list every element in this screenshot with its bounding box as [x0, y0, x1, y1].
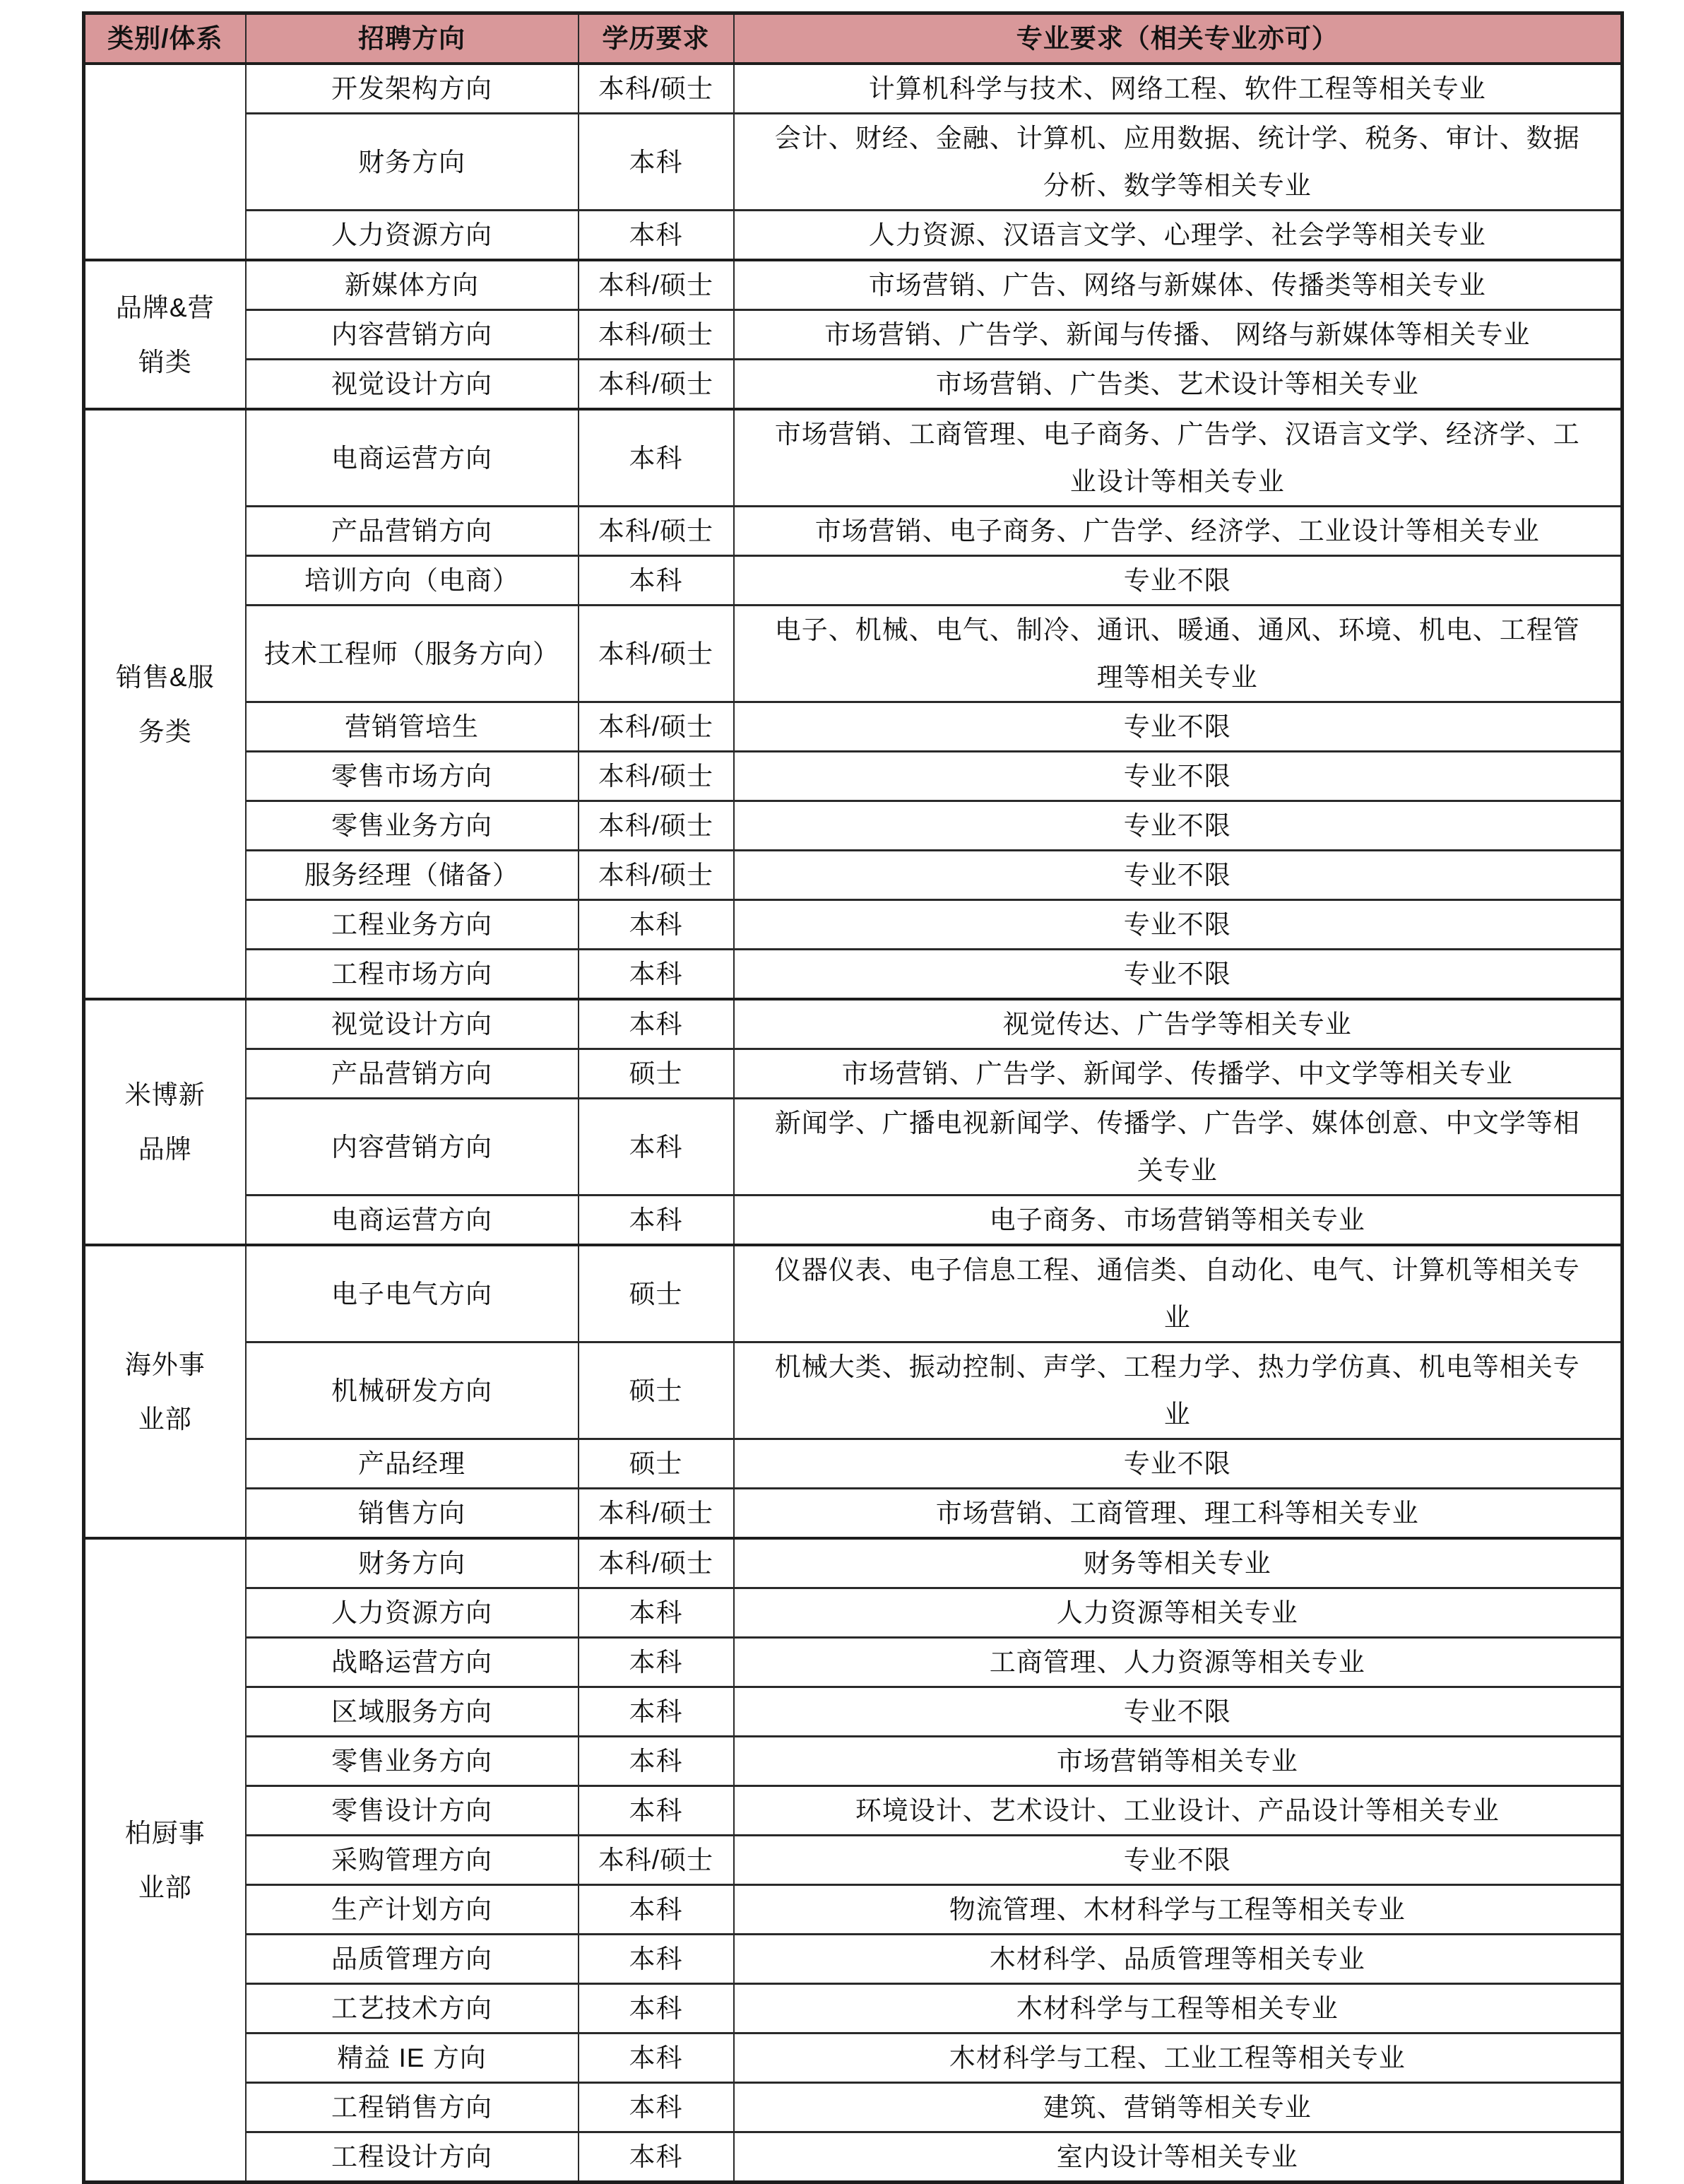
direction-cell: 零售市场方向 [246, 752, 579, 801]
direction-cell: 内容营销方向 [246, 310, 579, 360]
direction-cell: 电商运营方向 [246, 409, 579, 507]
table-row [84, 1687, 1623, 1737]
direction-cell: 机械研发方向 [246, 1342, 579, 1439]
degree-cell: 本科/硕士 [579, 851, 734, 900]
majors-cell: 会计、财经、金融、计算机、应用数据、统计学、税务、审计、数据分析、数学等相关专业 [734, 114, 1623, 211]
majors-cell: 市场营销、广告学、新闻学、传播学、中文学等相关专业 [734, 1049, 1623, 1099]
direction-cell: 零售业务方向 [246, 1737, 579, 1786]
majors-cell: 工商管理、人力资源等相关专业 [734, 1638, 1623, 1687]
majors-cell: 专业不限 [734, 900, 1623, 950]
degree-cell: 本科 [579, 1687, 734, 1737]
direction-cell: 产品经理 [246, 1439, 579, 1489]
header-category: 类别/体系 [84, 13, 246, 64]
table-row [84, 1099, 1623, 1196]
majors-cell: 专业不限 [734, 752, 1623, 801]
table-row [84, 1737, 1623, 1786]
degree-cell: 本科 [579, 556, 734, 606]
recruitment-table [82, 11, 1624, 2184]
degree-cell: 硕士 [579, 1342, 734, 1439]
majors-cell: 专业不限 [734, 851, 1623, 900]
direction-cell: 战略运营方向 [246, 1638, 579, 1687]
category-cell: 米博新品牌 [84, 999, 246, 1245]
table-row [84, 702, 1623, 752]
majors-cell: 木材科学、品质管理等相关专业 [734, 1935, 1623, 1984]
table-row [84, 1196, 1623, 1246]
degree-cell: 本科/硕士 [579, 1538, 734, 1588]
table-row [84, 360, 1623, 410]
category-cell [84, 64, 246, 260]
direction-cell: 采购管理方向 [246, 1836, 579, 1885]
majors-cell: 电子商务、市场营销等相关专业 [734, 1196, 1623, 1246]
table-row [84, 1885, 1623, 1935]
table-row [84, 2083, 1623, 2132]
direction-cell: 工程销售方向 [246, 2083, 579, 2132]
degree-cell: 本科 [579, 2083, 734, 2132]
degree-cell: 本科/硕士 [579, 801, 734, 851]
majors-cell: 专业不限 [734, 1836, 1623, 1885]
direction-cell: 产品营销方向 [246, 507, 579, 556]
direction-cell: 工程市场方向 [246, 950, 579, 1000]
table-row [84, 801, 1623, 851]
direction-cell: 新媒体方向 [246, 260, 579, 310]
majors-cell: 环境设计、艺术设计、工业设计、产品设计等相关专业 [734, 1786, 1623, 1836]
header-majors: 专业要求（相关专业亦可） [734, 13, 1623, 64]
degree-cell: 硕士 [579, 1439, 734, 1489]
degree-cell: 本科 [579, 999, 734, 1049]
degree-cell: 本科/硕士 [579, 702, 734, 752]
category-cell: 海外事业部 [84, 1245, 246, 1538]
degree-cell: 本科/硕士 [579, 1489, 734, 1539]
degree-cell: 本科 [579, 114, 734, 211]
majors-cell: 机械大类、振动控制、声学、工程力学、热力学仿真、机电等相关专业 [734, 1342, 1623, 1439]
majors-cell: 物流管理、木材科学与工程等相关专业 [734, 1885, 1623, 1935]
table-row [84, 900, 1623, 950]
table-row [84, 950, 1623, 1000]
direction-cell: 电子电气方向 [246, 1245, 579, 1342]
direction-cell: 内容营销方向 [246, 1099, 579, 1196]
header-row [84, 13, 1623, 64]
majors-cell: 专业不限 [734, 801, 1623, 851]
degree-cell: 本科/硕士 [579, 1836, 734, 1885]
degree-cell: 本科 [579, 1885, 734, 1935]
majors-cell: 计算机科学与技术、网络工程、软件工程等相关专业 [734, 64, 1623, 114]
majors-cell: 市场营销、广告、网络与新媒体、传播类等相关专业 [734, 260, 1623, 310]
majors-cell: 人力资源等相关专业 [734, 1588, 1623, 1638]
table-row [84, 2132, 1623, 2183]
direction-cell: 开发架构方向 [246, 64, 579, 114]
table-row [84, 310, 1623, 360]
degree-cell: 本科 [579, 1737, 734, 1786]
majors-cell: 市场营销、工商管理、理工科等相关专业 [734, 1489, 1623, 1539]
direction-cell: 工程设计方向 [246, 2132, 579, 2183]
majors-cell: 市场营销、广告类、艺术设计等相关专业 [734, 360, 1623, 410]
header-direction: 招聘方向 [246, 13, 579, 64]
majors-cell: 市场营销、广告学、新闻与传播、 网络与新媒体等相关专业 [734, 310, 1623, 360]
degree-cell: 硕士 [579, 1245, 734, 1342]
majors-cell: 人力资源、汉语言文学、心理学、社会学等相关专业 [734, 211, 1623, 261]
degree-cell: 本科/硕士 [579, 310, 734, 360]
majors-cell: 专业不限 [734, 556, 1623, 606]
direction-cell: 营销管培生 [246, 702, 579, 752]
majors-cell: 市场营销、工商管理、电子商务、广告学、汉语言文学、经济学、工业设计等相关专业 [734, 409, 1623, 507]
majors-cell: 市场营销、电子商务、广告学、经济学、工业设计等相关专业 [734, 507, 1623, 556]
degree-cell: 本科 [579, 1099, 734, 1196]
direction-cell: 零售业务方向 [246, 801, 579, 851]
direction-cell: 零售设计方向 [246, 1786, 579, 1836]
table-row [84, 114, 1623, 211]
direction-cell: 区域服务方向 [246, 1687, 579, 1737]
degree-cell: 本科 [579, 2132, 734, 2183]
majors-cell: 木材科学与工程、工业工程等相关专业 [734, 2034, 1623, 2083]
degree-cell: 本科 [579, 950, 734, 1000]
direction-cell: 视觉设计方向 [246, 999, 579, 1049]
degree-cell: 本科 [579, 1196, 734, 1246]
degree-cell: 本科 [579, 409, 734, 507]
recruitment-table-wrap [82, 11, 1620, 2184]
table-row [84, 1489, 1623, 1539]
majors-cell: 仪器仪表、电子信息工程、通信类、自动化、电气、计算机等相关专业 [734, 1245, 1623, 1342]
table-row [84, 1588, 1623, 1638]
degree-cell: 本科/硕士 [579, 606, 734, 702]
direction-cell: 培训方向（电商） [246, 556, 579, 606]
table-row [84, 211, 1623, 261]
direction-cell: 视觉设计方向 [246, 360, 579, 410]
category-cell: 销售&服务类 [84, 409, 246, 999]
degree-cell: 本科 [579, 1638, 734, 1687]
direction-cell: 财务方向 [246, 1538, 579, 1588]
table-row [84, 260, 1623, 310]
direction-cell: 工程业务方向 [246, 900, 579, 950]
majors-cell: 室内设计等相关专业 [734, 2132, 1623, 2183]
direction-cell: 工艺技术方向 [246, 1984, 579, 2034]
direction-cell: 生产计划方向 [246, 1885, 579, 1935]
degree-cell: 本科/硕士 [579, 507, 734, 556]
direction-cell: 技术工程师（服务方向） [246, 606, 579, 702]
table-row [84, 851, 1623, 900]
majors-cell: 市场营销等相关专业 [734, 1737, 1623, 1786]
table-row [84, 1245, 1623, 1342]
majors-cell: 专业不限 [734, 950, 1623, 1000]
degree-cell: 本科 [579, 900, 734, 950]
table-row [84, 606, 1623, 702]
degree-cell: 本科 [579, 1588, 734, 1638]
category-cell: 柏厨事业部 [84, 1538, 246, 2183]
table-row [84, 1342, 1623, 1439]
degree-cell: 硕士 [579, 1049, 734, 1099]
direction-cell: 销售方向 [246, 1489, 579, 1539]
table-row [84, 556, 1623, 606]
table-row [84, 1786, 1623, 1836]
direction-cell: 财务方向 [246, 114, 579, 211]
degree-cell: 本科 [579, 1935, 734, 1984]
majors-cell: 木材科学与工程等相关专业 [734, 1984, 1623, 2034]
table-row [84, 1049, 1623, 1099]
table-row [84, 507, 1623, 556]
table-row [84, 1935, 1623, 1984]
direction-cell: 产品营销方向 [246, 1049, 579, 1099]
category-cell: 品牌&营销类 [84, 260, 246, 409]
degree-cell: 本科/硕士 [579, 260, 734, 310]
table-row [84, 2034, 1623, 2083]
direction-cell: 服务经理（储备） [246, 851, 579, 900]
majors-cell: 建筑、营销等相关专业 [734, 2083, 1623, 2132]
table-row [84, 64, 1623, 114]
degree-cell: 本科 [579, 211, 734, 261]
majors-cell: 专业不限 [734, 1687, 1623, 1737]
direction-cell: 人力资源方向 [246, 1588, 579, 1638]
majors-cell: 电子、机械、电气、制冷、通讯、暖通、通风、环境、机电、工程管理等相关专业 [734, 606, 1623, 702]
direction-cell: 精益 IE 方向 [246, 2034, 579, 2083]
direction-cell: 人力资源方向 [246, 211, 579, 261]
degree-cell: 本科 [579, 2034, 734, 2083]
table-row [84, 1836, 1623, 1885]
majors-cell: 专业不限 [734, 702, 1623, 752]
degree-cell: 本科 [579, 1984, 734, 2034]
table-row [84, 752, 1623, 801]
degree-cell: 本科/硕士 [579, 64, 734, 114]
majors-cell: 专业不限 [734, 1439, 1623, 1489]
table-row [84, 409, 1623, 507]
majors-cell: 新闻学、广播电视新闻学、传播学、广告学、媒体创意、中文学等相关专业 [734, 1099, 1623, 1196]
table-row [84, 999, 1623, 1049]
direction-cell: 电商运营方向 [246, 1196, 579, 1246]
majors-cell: 财务等相关专业 [734, 1538, 1623, 1588]
table-row [84, 1538, 1623, 1588]
majors-cell: 视觉传达、广告学等相关专业 [734, 999, 1623, 1049]
degree-cell: 本科 [579, 1786, 734, 1836]
header-degree: 学历要求 [579, 13, 734, 64]
table-row [84, 1439, 1623, 1489]
direction-cell: 品质管理方向 [246, 1935, 579, 1984]
degree-cell: 本科/硕士 [579, 360, 734, 410]
table-row [84, 1638, 1623, 1687]
degree-cell: 本科/硕士 [579, 752, 734, 801]
